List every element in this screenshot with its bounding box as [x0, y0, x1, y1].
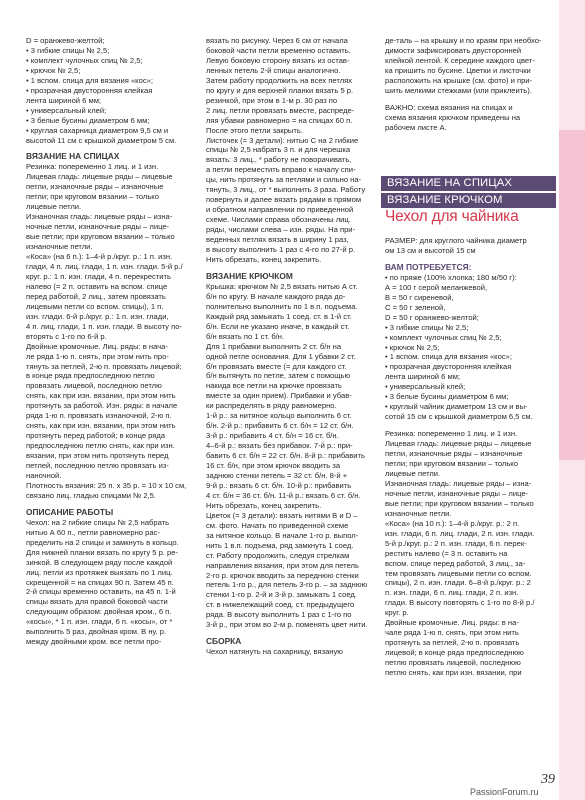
text-line: ленных петель 2-й спицы аналогично. [206, 65, 341, 75]
section-heading-crochet: ВЯЗАНИЕ КРЮЧКОМ [206, 270, 293, 281]
text-line: петли, изнаночные ряды – изнаночные [26, 182, 164, 192]
text-line: Лицевая гладь: лицевые ряды – лицевые [385, 439, 532, 449]
text-line: Двойные кромочные. Лиц. ряды: в нача- [26, 341, 168, 351]
text-line: перед работой, 2 лиц., затем провязать [26, 291, 166, 301]
text-line: ки распределять в ряду равномерно. [206, 401, 337, 411]
text-line: зинкой. В следующем ряду после каждой [26, 557, 173, 567]
text-line: Цветок (= 3 детали): вязать нитями В и D – [206, 510, 358, 520]
text-line: Резинка: попеременно 1 лиц. и 1 изн. [26, 162, 159, 172]
text-line: Чехол натянуть на сахарницу, вязаную [206, 647, 343, 657]
text-line: ляя убавки равномерно = на спицах 60 п. [206, 115, 353, 125]
text-line: С = 50 г зеленой, [385, 302, 446, 312]
text-line: 1-й р.: за нитяное кольцо выполнить 6 ст. [206, 411, 352, 421]
text-line: 4–6-й р.: вязать без прибавок. 7-й р.: при- [206, 441, 353, 451]
text-line: спицы № 2,5 набрать 3 п. и для черешка [206, 145, 351, 155]
text-line: • круглая сахарница диаметром 9,5 см и [26, 125, 169, 135]
page-edge-accent [559, 130, 585, 460]
text-line: Изнаночная гладь: лицевые ряды – изна- [385, 478, 532, 488]
text-line: «Коса» (на 6 п.): 1–4-й р./круг. р.: 1 п. изн. [26, 252, 173, 262]
text-line: D = 50 г оранжево-желтой; [385, 312, 479, 322]
assembly-continued [385, 36, 557, 96]
text-line: • комплект чулочных спиц № 2,5; [385, 332, 502, 342]
text-line: петли; при круговом вязании – только [26, 192, 159, 202]
size-info [385, 236, 557, 256]
text-line: 9-й р.: вязать 6 ст. б/н. 10-й р.: прибавить [206, 480, 352, 490]
text-line: тянуть за петлей, 2-ю п. провязать лицевой; [26, 361, 182, 371]
text-line: протянуть за работой. Изн. ряды: в начале [26, 401, 178, 411]
text-line: де-таль – на крышку и по краям при необхо- [385, 36, 542, 45]
category-band-crochet [381, 193, 556, 208]
text-line: димости зафиксировать двусторонней [385, 45, 522, 55]
text-line: лицевые петли. [26, 202, 82, 212]
text-line: Затем работу продолжить на всех петлях [206, 75, 353, 85]
text-line: пределить на 2 спицы и замкнуть в кольцо. [26, 537, 179, 547]
text-line: спицы), 2 п. изн. глади. 6–8-й р./круг. р.: 2 [385, 578, 531, 588]
text-line: расположить на крышке (см. фото) и при- [385, 75, 533, 85]
text-line: вые петли; при круговом вязании – только [385, 498, 534, 508]
text-line: снять, как при изн. вязании, при этом нить [26, 421, 176, 431]
text-line: в высоту выполнить 1 раз с 4-го по 27-й р. [206, 245, 356, 255]
text-line: схеме. Числами справа обозначены лиц. [206, 215, 351, 225]
text-line: направления вязания, при этом для петель [206, 560, 359, 570]
crochet-instructions [206, 282, 381, 630]
text-line: 2 лиц. петли провязать вместе, распреде- [206, 105, 355, 115]
text-line: • комплект чулочных спиц № 2,5; [26, 55, 143, 65]
text-line: Плотность вязания: 25 п. х 35 р. = 10 х 10 см, [26, 480, 187, 490]
materials-tail [26, 36, 202, 145]
text-line: петлю провязать лицевой, последнюю [385, 658, 521, 668]
category-label-knitting: ВЯЗАНИЕ НА СПИЦАХ [387, 177, 512, 189]
text-line: 5-й р./круг. р.: 2 п. изн. глади, 6 п. перек- [385, 538, 527, 548]
text-line: А = 100 г серой меланжевой, [385, 282, 488, 292]
text-line: стенки 1-го р. 2-й и 3-й р. замыкать 1 соед. [206, 590, 357, 600]
text-line: 4 ст. б/н = 36 ст. б/н. 11-й р.: вязать 6 ст. б/н. [206, 490, 361, 500]
text-line: 3-й р., при этом во 2-м р. поменять цвет нити. [206, 620, 368, 630]
text-line: между двойными кром. все петли про- [26, 637, 162, 647]
text-line: 16 ст. б/н, при этом крючок вводить за [206, 461, 341, 471]
section-heading-assembly: СБОРКА [206, 636, 242, 647]
knitting-patterns-2 [385, 429, 557, 678]
text-line: скрещенной = на спицах 90 п. Затем 45 п. [26, 577, 174, 587]
text-line: • 3 гибкие спицы № 2,5; [26, 45, 110, 55]
text-line: • 3 белые бусины диаметром 6 мм; [385, 392, 509, 402]
text-line: по кругу и для верхней планки вязать 5 р. [206, 85, 354, 95]
text-line: Листочек (= 3 детали): нитью С на 2 гибкие [206, 135, 359, 145]
important-note [385, 103, 557, 133]
text-line: вязать по рисунку. Через 6 см от начала [206, 36, 348, 45]
text-line: петлей, последнюю петлю провязать из- [26, 461, 169, 471]
text-line: чале ряда 1-ю п. снять, при этом нить [385, 628, 519, 638]
text-line: и обратном направлении по приведенной [206, 205, 354, 215]
text-line: РАЗМЕР: для круглого чайника диаметр [385, 236, 527, 245]
text-line: вязании, при этом нить протянуть перед [26, 451, 169, 461]
text-line: глади. В высоту повторять с 1-го по 8-й р./ [385, 598, 535, 608]
text-line: одной петле основания. Для 1 убавки 2 ст. [206, 351, 356, 361]
text-line: сотой 15 см с крышкой диаметром 6,5 см. [385, 412, 533, 422]
text-line: • прозрачная двусторонняя клейкая [26, 85, 153, 95]
text-line: шить мелкими стежками (или приклеить). [385, 85, 532, 95]
text-line: цы, нить протянуть за петлями и сильно на- [206, 175, 362, 185]
text-line: ка пришить по бусине. Цветки и листочки [385, 65, 531, 75]
text-line: лицевой; в конце ряда предпоследнюю [385, 648, 524, 658]
text-line: вторять с 1-го по 6-й р. [26, 331, 107, 341]
text-line: вые петли; при круговом вязании – только [26, 232, 175, 242]
assembly-instructions [206, 647, 381, 657]
text-line: снять, как при изн. вязании, при этом нить [26, 391, 176, 401]
text-line: п. изн. глади, 6 п. лиц. глади, 2 п. изн. [385, 588, 519, 598]
knitting-continued [206, 36, 381, 265]
text-line: б/н провязать вместе (= для каждого ст. [206, 361, 347, 371]
text-line: б/н вытянуть по петле, затем с помощью [206, 371, 351, 381]
text-line: ночные петли, изнаночные ряды – лице- [385, 488, 529, 498]
text-line: Нить обрезать, конец закрепить. [206, 500, 322, 510]
text-line: боковой части петли временно оставить. [206, 45, 351, 55]
work-description [26, 518, 202, 647]
text-line: ВАЖНО: схема вязания на спицах и [385, 102, 513, 112]
text-line: за нитяное кольцо. В начале 1-го р. выпол- [206, 530, 359, 540]
watermark: PassionForum.ru [470, 787, 539, 797]
column-3-lower [385, 236, 557, 678]
text-line: лента шириной 6 мм; [385, 372, 461, 382]
text-line: лента шириной 6 мм; [26, 95, 102, 105]
text-line: наночной. [26, 470, 62, 480]
text-line: Лицевая гладь: лицевые ряды – лицевые [26, 172, 173, 182]
project-title: Чехол для чайника [385, 208, 519, 225]
category-band-knitting [381, 176, 556, 191]
text-line: предпоследнюю петлю снять, как при изн. [26, 441, 175, 451]
text-line: Для 1 прибавки выполнить 2 ст. б/н на [206, 341, 342, 351]
text-line: лицевые петли. [385, 468, 441, 478]
text-line: см. фото. Начать по приведенной схеме [206, 520, 349, 530]
text-line: • крючок № 2,5; [385, 342, 440, 352]
text-line: тем провязать лицевыми петли со вспом. [385, 568, 532, 578]
text-line: 4 п. лиц. глади, 1 п. изн. глади. В высоту по- [26, 321, 182, 331]
text-line: вспом. спице перед работой, 3 лиц., за- [385, 558, 526, 568]
text-line: • 3 гибкие спицы № 2,5; [385, 322, 469, 332]
text-line: б/н по кругу. В начале каждого ряда до- [206, 291, 346, 301]
text-line: 2-й спицы временно оставить, на 45 п. 1-й [26, 587, 176, 597]
text-line: В = 50 г сиреневой, [385, 292, 454, 302]
text-line: провязать лицевой, последнюю петлю [26, 381, 162, 391]
text-line: связано лиц. гладью спицами № 2,5. [26, 490, 156, 500]
text-line: • универсальный клей; [385, 382, 466, 392]
text-line: повернуть и далее вязать рядами в прямом [206, 195, 362, 205]
text-line: следующим образом: двойная кром., 6 п. [26, 607, 172, 617]
text-line: Чехол: на 2 гибкие спицы № 2,5 набрать [26, 517, 170, 527]
text-line: • 1 вспом. спица для вязания «кос»; [26, 75, 153, 85]
text-line: ряда. В высоту выполнить 1 раз с 1-го по [206, 610, 352, 620]
category-label-crochet: ВЯЗАНИЕ КРЮЧКОМ [387, 194, 503, 206]
text-line: круг. р.: 1 п. изн. глади, 4 п. перекрестить [26, 271, 171, 281]
text-line: налево (= 2 п. оставить на вспом. спице [26, 281, 168, 291]
text-line: протянуть перед работой; в конце ряда [26, 431, 166, 441]
page-number: 39 [541, 772, 555, 787]
text-line: • универсальный клей; [26, 105, 107, 115]
text-line: лицевыми петли со вспом. спицы), 1 п. [26, 301, 164, 311]
text-line: «Коса» (на 10 п.): 1–4-й р./круг. р.: 2 п. [385, 518, 520, 528]
text-line: высотой 11 см с крышкой диаметром 5 см. [26, 135, 177, 145]
text-line: ст. Работу продолжить, следуя стрелкам [206, 550, 350, 560]
text-line: клейкой лентой. К середине каждого цвет- [385, 55, 535, 65]
text-line: тянуть, 3 лиц., от * выполнить 3 раза. Работу [206, 185, 366, 195]
section-heading-knitting: ВЯЗАНИЕ НА СПИЦАХ [26, 151, 120, 162]
text-line: ночные петли, изнаночные ряды – лице- [26, 222, 170, 232]
text-line: бавить 6 ст. б/н = 22 ст. б/н. 8-й р.: прибавить [206, 451, 365, 461]
text-line: выполнить 5 раз, двойная кром. В ну. р. [26, 627, 167, 637]
text-line: лиц. петли из протяжек выязать по 1 лиц. [26, 567, 173, 577]
text-line: круг. р. [385, 608, 409, 618]
text-line: б/н. Если не указано иначе, в каждый ст. [206, 321, 350, 331]
text-line: рабочем листе А. [385, 122, 447, 132]
text-line: • крючок № 2,5; [26, 65, 81, 75]
column-3 [385, 36, 557, 133]
text-line: рестить налево (= 3 п. оставить на [385, 548, 508, 558]
text-line: б/н. 2-й р.: прибавить 6 ст. б/н = 12 ст. б/н. [206, 421, 354, 431]
text-line: 2-го р. крючок вводить за переднюю стенки [206, 570, 359, 580]
materials-heading: ВАМ ПОТРЕБУЕТСЯ: [385, 261, 472, 272]
text-line: петли; при круговом вязании – только [385, 459, 518, 469]
text-line: вместе за один прием). Прибавки и убав- [206, 391, 352, 401]
text-line: Крышка: крючком № 2,5 вязать нитью А ст. [206, 281, 358, 291]
text-line: Изнаночная гладь: лицевые ряды – изна- [26, 212, 173, 222]
text-line: «косы», * 1 п. изн. глади, 6 п. «косы», от * [26, 617, 173, 627]
text-line: Двойные кромочные. Лиц. ряды: в на- [385, 618, 519, 628]
text-line: петлю снять, как при изн. вязании, при [385, 668, 522, 678]
text-line: изнаночные петли. [385, 508, 452, 518]
text-line: петли, изнаночные ряды – изнаночные [385, 449, 523, 459]
materials-list [385, 273, 557, 422]
text-line: ст. в нижележащий соед. ст. предыдущего [206, 600, 355, 610]
text-line: • 1 вспом. спица для вязания «кос»; [385, 352, 512, 362]
knitting-patterns [26, 162, 202, 500]
text-line: б/н вязать по 1 ст. б/н. [206, 331, 285, 341]
text-line: нитью А 60 п., петли равномерно рас- [26, 527, 160, 537]
text-line: ряда 1-ю п. провязать изнаночной, 2-ю п. [26, 411, 172, 421]
text-line: изн. глади, 6 п. лиц. глади, 2 п. изн. глади. [385, 528, 535, 538]
text-line: Для нижней планки вязать по кругу 5 р. ре- [26, 547, 178, 557]
column-1 [26, 36, 202, 647]
section-heading-work-description: ОПИСАНИЕ РАБОТЫ [26, 506, 114, 517]
text-line: спицы вязать для правой боковой части [26, 597, 168, 607]
text-line: Левую боковую сторону вязать из остав- [206, 55, 350, 65]
text-line: веденных петлях вязать в ширину 1 раз, [206, 235, 349, 245]
text-line: а петли переместить вправо к началу спи- [206, 165, 356, 175]
text-line: полнительно выполнить по 1 в.п. подъема. [206, 301, 358, 311]
text-line: резинкой, при этом в 1-м р. 30 раз по [206, 95, 338, 105]
text-line: Резинка: попеременно 1 лиц. и 1 изн. [385, 429, 518, 439]
text-line: D = оранжево-желтой; [26, 36, 105, 45]
text-line: 3-й р.: прибавить 4 ст. б/н = 16 ст. б/н. [206, 431, 339, 441]
text-line: Нить обрезать, конец закрепить. [206, 254, 322, 264]
text-line: глади, 4 п. лиц. глади, 1 п. изн. глади. 5-й р./ [26, 261, 183, 271]
text-line: в конце ряда предпоследнюю петлю [26, 371, 155, 381]
text-line: • 3 белые бусины диаметром 6 мм; [26, 115, 150, 125]
text-line: схема вязания крючком приведены на [385, 112, 521, 122]
text-line: После этого петли закрыть. [206, 125, 303, 135]
text-line: петель 1-го р., для петель 3-го р. – за заднюю [206, 580, 368, 590]
text-line: изнаночные петли. [26, 242, 93, 252]
text-line: ом 13 см и высотой 15 см [385, 245, 476, 255]
text-line: • по пряже (100% хлопка; 180 м/50 г): [385, 272, 517, 282]
text-line: • круглый чайник диаметром 13 см и вы- [385, 402, 528, 412]
text-line: ряды, числами слева – изн. ряды. На при- [206, 225, 356, 235]
text-line: изн. глади. 6-й р./круг. р.: 1 п. изн. глади, [26, 311, 169, 321]
text-line: • прозрачная двусторонняя клейкая [385, 362, 512, 372]
text-line: накида все петли на крючке провязать [206, 381, 342, 391]
text-line: заднюю стенки петель = 32 ст. б/н. 8-й + [206, 470, 348, 480]
text-line: ле ряда 1-ю п. снять, при этом нить про- [26, 351, 169, 361]
column-2 [206, 36, 381, 657]
text-line: вязать: 3 лиц., * работу не поворачивать, [206, 155, 352, 165]
text-line: протянуть за петлей, 2-ю п. провязать [385, 638, 520, 648]
text-line: Каждый ряд замыкать 1 соед. ст. в 1-й ст. [206, 311, 352, 321]
text-line: нить 1 в.п. подъема, ряд замкнуть 1 соед. [206, 540, 354, 550]
